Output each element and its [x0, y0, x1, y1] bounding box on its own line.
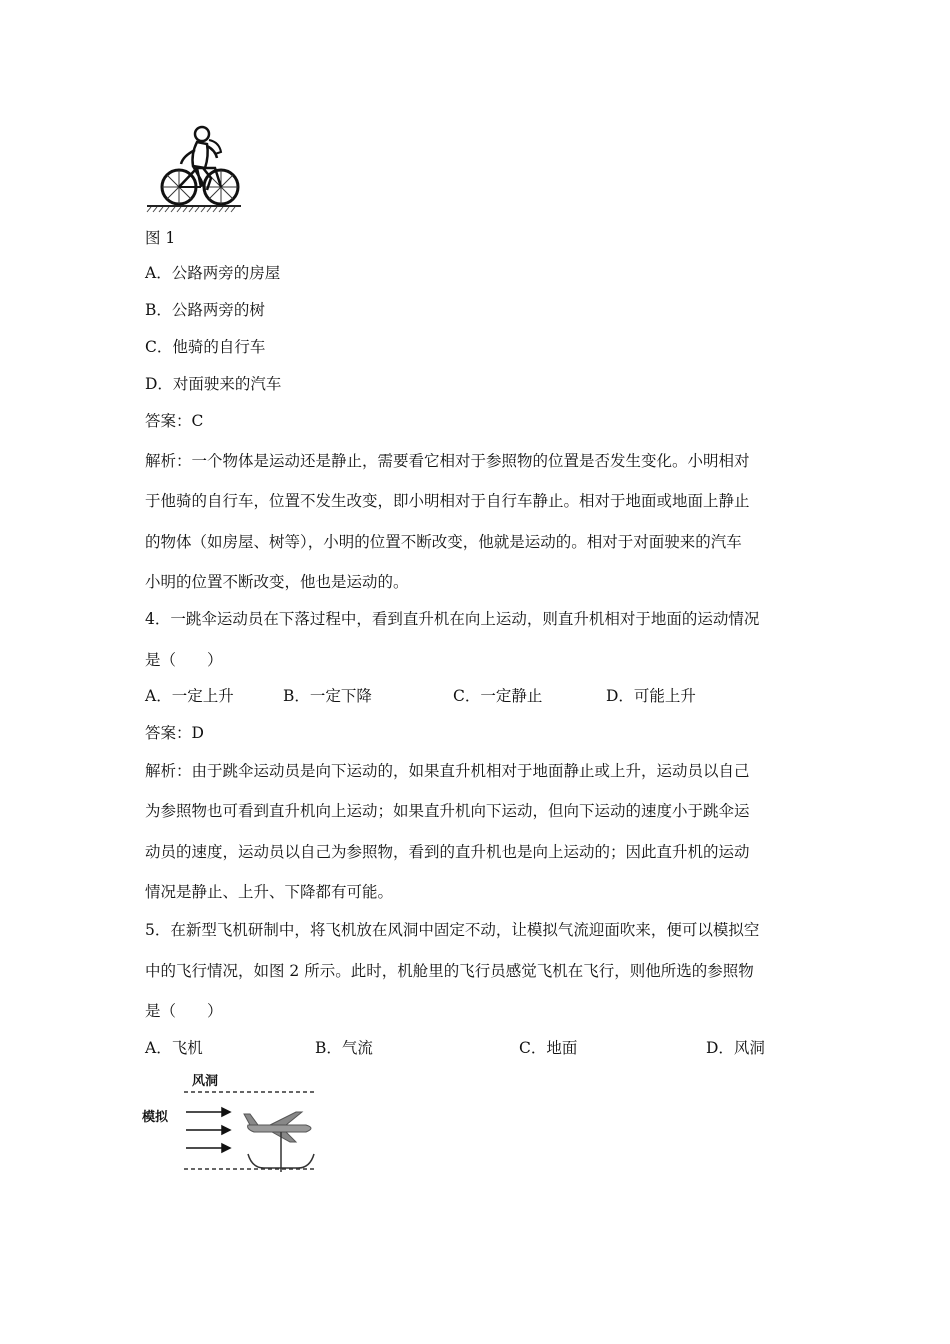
simulate-label: 模拟: [142, 1110, 169, 1125]
q5-option-c: C．地面: [519, 1039, 578, 1057]
q5-stem-line: 中的飞行情况，如图 2 所示。此时，机舱里的飞行员感觉飞机在飞行，则他所选的参照物: [145, 962, 754, 980]
figure-2-wind-tunnel-image: [140, 1068, 330, 1178]
q4-stem-line: 4．一跳伞运动员在下落过程中，看到直升机在向上运动，则直升机相对于地面的运动情况: [145, 610, 760, 628]
q4-option-b: B．一定下降: [283, 687, 372, 705]
q3-option-a: A．公路两旁的房屋: [145, 264, 281, 282]
q4-stem-line: 是（ ）: [145, 651, 223, 669]
q3-analysis-line: 的物体（如房屋、树等），小明的位置不断改变，他就是运动的。相对于对面驶来的汽车: [145, 533, 742, 551]
q3-analysis-line: 于他骑的自行车，位置不发生改变，即小明相对于自行车静止。相对于地面或地面上静止: [145, 492, 750, 510]
q4-option-a: A．一定上升: [145, 687, 234, 705]
q5-option-a: A．飞机: [145, 1039, 203, 1057]
q4-analysis-line: 情况是静止、上升、下降都有可能。: [145, 883, 394, 901]
q3-option-b: B．公路两旁的树: [145, 301, 265, 319]
q4-option-c: C．一定静止: [453, 687, 543, 705]
q5-option-d: D．风洞: [706, 1039, 765, 1057]
q4-option-d: D．可能上升: [606, 687, 696, 705]
q4-analysis-line: 为参照物也可看到直升机向上运动；如果直升机向下运动，但向下运动的速度小于跳伞运: [145, 802, 750, 820]
q3-answer: 答案：C: [145, 412, 204, 430]
q5-stem-line: 5．在新型飞机研制中，将飞机放在风洞中固定不动，让模拟气流迎面吹来，便可以模拟空: [145, 921, 760, 939]
figure-1-cyclist-image: [145, 124, 245, 214]
figure-1-caption: 图 1: [145, 229, 176, 247]
q3-option-d: D．对面驶来的汽车: [145, 375, 282, 393]
q4-analysis-line: 解析：由于跳伞运动员是向下运动的，如果直升机相对于地面静止或上升，运动员以自己: [145, 762, 750, 780]
q5-stem-line: 是（ ）: [145, 1002, 223, 1020]
q3-option-c: C．他骑的自行车: [145, 338, 266, 356]
q4-analysis-line: 动员的速度，运动员以自己为参照物，看到的直升机也是向上运动的；因此直升机的运动: [145, 843, 750, 861]
q3-analysis-line: 解析：一个物体是运动还是静止，需要看它相对于参照物的位置是否发生变化。小明相对: [145, 452, 750, 470]
q5-option-b: B．气流: [315, 1039, 373, 1057]
wind-tunnel-label: 风洞: [192, 1074, 219, 1089]
q3-analysis-line: 小明的位置不断改变，他也是运动的。: [145, 573, 409, 591]
q4-answer: 答案：D: [145, 724, 204, 742]
